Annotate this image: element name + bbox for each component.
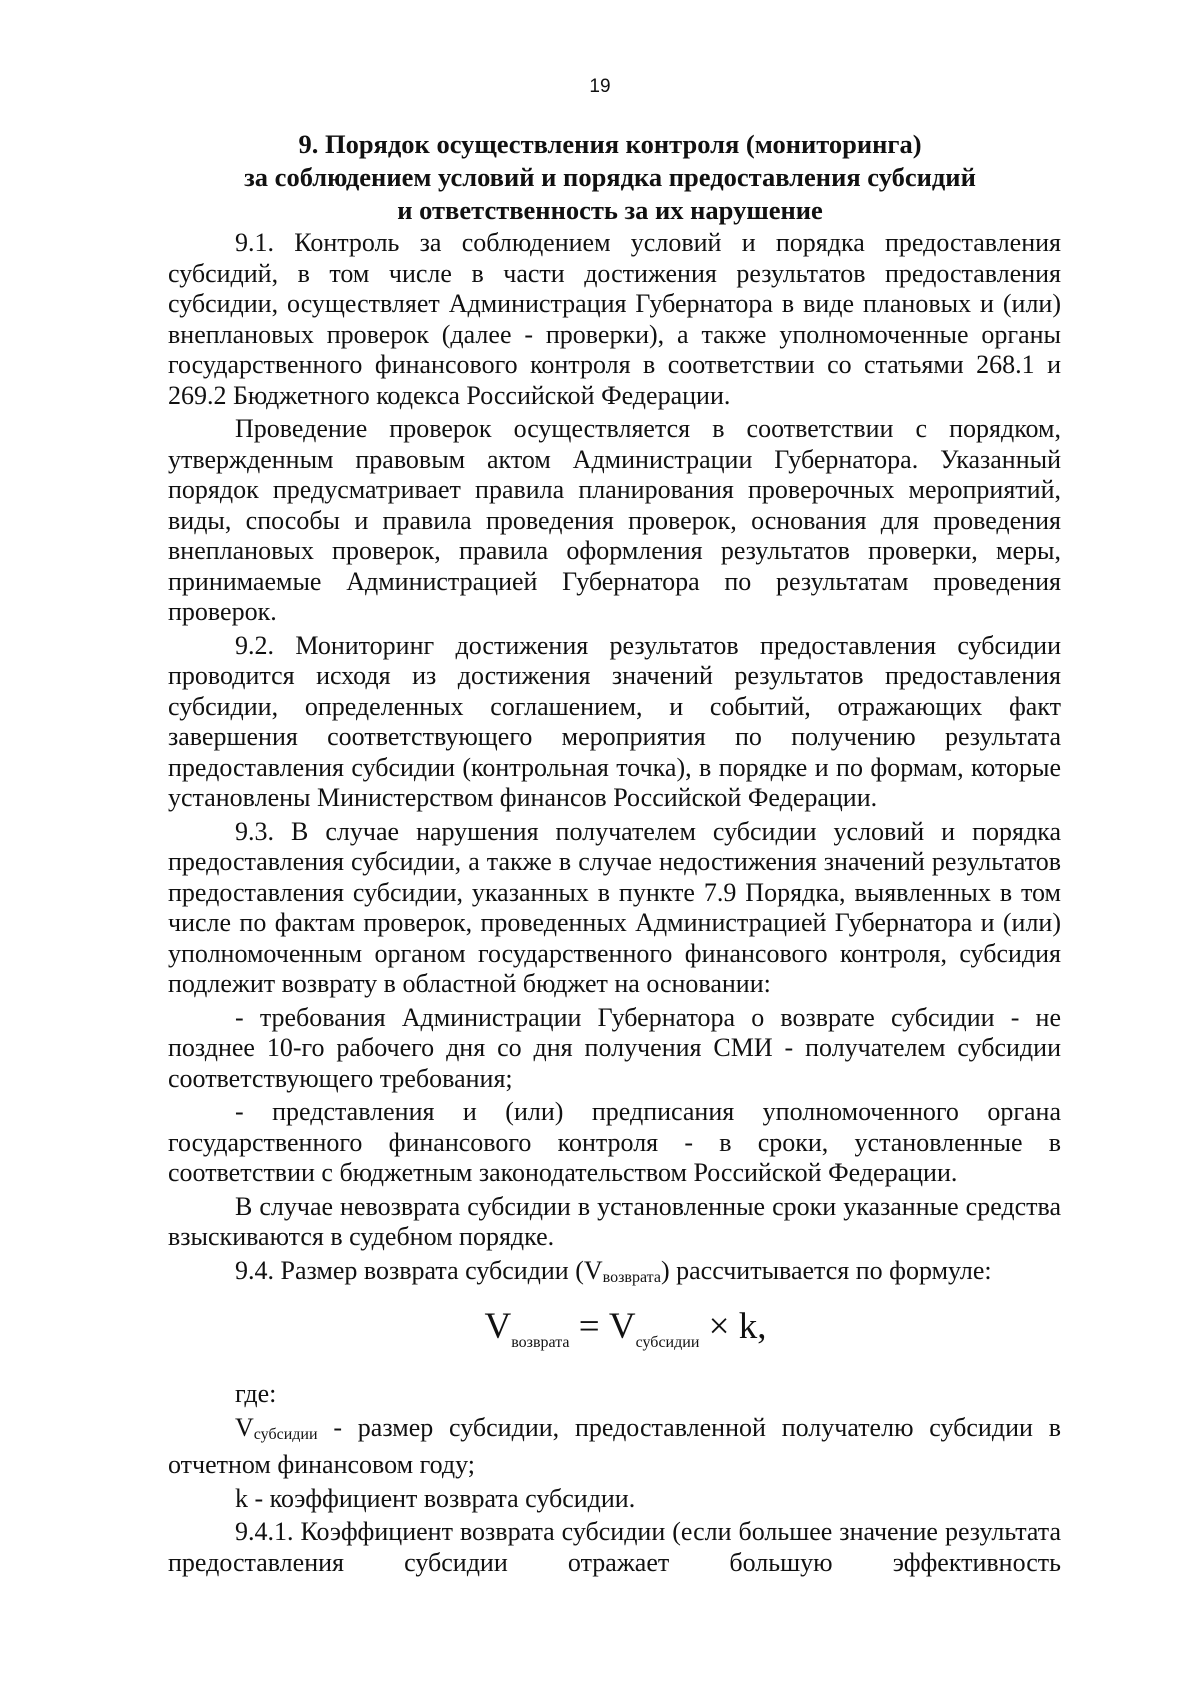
heading-line-2: за соблюдением условий и порядка предоставления субсидий (244, 162, 976, 192)
paragraph-9-1: 9.1. Контроль за соблюдением условий и порядка предоставления субсидий, в том числе в части достижения результатов предоставления субсидии, осуществляет Администрация Губернатора в виде плановых и (или) внеплановых проверок (далее - проверки), а также уполномоченные органы государственного финансового контроля в соответствии со статьями 268.1 и 269.2 Бюджетного кодекса Российской Федерации. (168, 228, 1061, 410)
paragraph-9-4 (168, 1256, 1061, 1294)
list-item-requirement: - требования Администрации Губернатора о возврате субсидии - не позднее 10-го рабочего дня со дня получения СМИ - получателем субсидии соответствующего требования; (168, 1002, 1061, 1093)
page-number: 19 (589, 76, 611, 97)
paragraph-9-4-1: 9.4.1. Коэффициент возврата субсидии (если большее значение результата предоставления субсидии отражает большую эффективность (168, 1517, 1061, 1577)
paragraph-9-2: 9.2. Мониторинг достижения результатов предоставления субсидии проводится исходя из достижения значений результатов предоставления субсидии, определенных соглашением, и событий, отражающих факт завершения соответствующего мероприятия по получению результата предоставления субсидии (контрольная точка), в порядке и по формам, которые установлены Министерством финансов Российской Федерации. (168, 630, 1061, 812)
paragraph-9-4-subscript: возврата (602, 1268, 661, 1286)
paragraph-recovery: В случае невозврата субсидии в установленные сроки указанные средства взыскиваются в судебном порядке. (168, 1191, 1061, 1251)
definition-v-subsidy (168, 1413, 1061, 1481)
paragraph-9-3: 9.3. В случае нарушения получателем субсидии условий и порядка предоставления субсидии, а также в случае недостижения значений результатов предоставления субсидии, указанных в пункте 7.9 Порядка, выявленных в том числе по фактам проверок, проведенных Администрацией Губернатора и (или) уполномоченным органом государственного финансового контроля, субсидия подлежит возврату в областной бюджет на основании: (168, 816, 1061, 998)
formula-rhs-subscript: субсидии (635, 1334, 700, 1351)
formula-lhs: V (484, 1306, 512, 1347)
list-item-order: - представления и (или) предписания уполномоченного органа государственного финансового контроля - в сроки, установленные в соответствии с бюджетным законодательством Российской Федерации. (168, 1097, 1061, 1187)
formula-tail: × k, (699, 1306, 767, 1347)
definition-k: k - коэффициент возврата субсидии. (235, 1483, 636, 1513)
paragraph-inspections: Проведение проверок осуществляется в соответствии с порядком, утвержденным правовым актом Администрации Губернатора. Указанный порядок предусматривает правила планирования проверочных мероприятий, виды, способы и правила проведения проверок, основания для проведения внеплановых проверок, правила оформления результатов проверки, меры, принимаемые Администрацией Губернатора по результатам проведения проверок. (168, 414, 1061, 626)
document-body (168, 228, 1061, 1578)
paragraph-9-4-start: 9.4. Размер возврата субсидии (V (235, 1255, 603, 1285)
paragraph-9-4-end: ) рассчитывается по формуле: (660, 1255, 992, 1285)
return-formula (168, 1301, 1061, 1369)
definition-v-letter: V (235, 1412, 254, 1442)
formula-equals: = (569, 1306, 609, 1347)
formula-rhs: V (608, 1306, 636, 1347)
where-label: где: (235, 1379, 277, 1408)
section-heading (160, 128, 1060, 227)
definition-v-text: - размер субсидии, предоставленной получателю субсидии в отчетном финансовом году; (168, 1412, 1061, 1479)
heading-line-3: и ответственность за их нарушение (397, 195, 823, 225)
formula-lhs-subscript: возврата (511, 1334, 570, 1351)
heading-line-1: 9. Порядок осуществления контроля (мониторинга) (298, 129, 922, 159)
definition-v-subscript: субсидии (253, 1425, 318, 1443)
